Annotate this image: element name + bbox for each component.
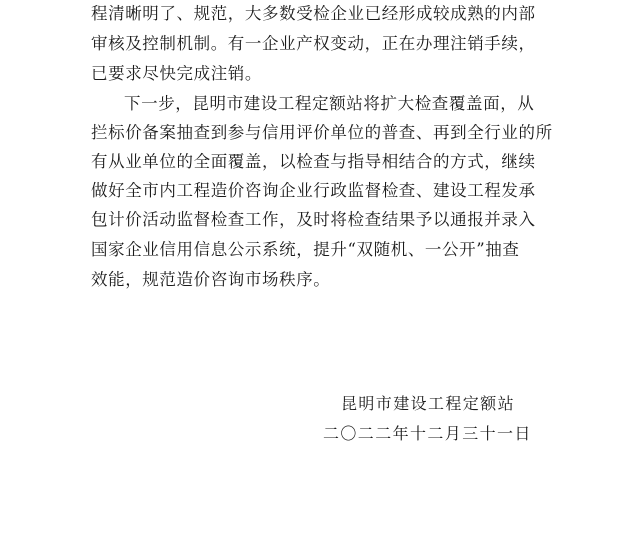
paragraph-2-line-2: 拦标价备案抽查到参与信用评价单位的普查、再到全行业的所 — [91, 123, 553, 142]
paragraph-2-line-1: 下一步，昆明市建设工程定额站将扩大检查覆盖面，从 — [124, 94, 535, 113]
paragraph-1-line-3: 已要求尽快完成注销。 — [91, 64, 262, 83]
paragraph-2-line-6: 国家企业信用信息公示系统，提升“双随机、一公开”抽查 — [91, 240, 520, 259]
paragraph-2-line-5: 包计价活动监督检查工作，及时将检查结果予以通报并录入 — [91, 210, 536, 229]
signature-organization: 昆明市建设工程定额站 — [341, 394, 516, 413]
paragraph-2-line-7: 效能，规范造价咨询市场秩序。 — [91, 270, 331, 289]
paragraph-1-line-2: 审核及控制机制。有一企业产权变动，正在办理注销手续， — [91, 34, 536, 53]
paragraph-1-line-1: 程清晰明了、规范，大多数受检企业已经形成较成熟的内部 — [91, 4, 536, 23]
paragraph-2-line-4: 做好全市内工程造价咨询企业行政监督检查、建设工程发承 — [91, 181, 536, 200]
signature-date: 二〇二二年十二月三十一日 — [323, 424, 532, 443]
paragraph-2-line-3: 有从业单位的全面覆盖，以检查与指导相结合的方式，继续 — [91, 152, 536, 171]
